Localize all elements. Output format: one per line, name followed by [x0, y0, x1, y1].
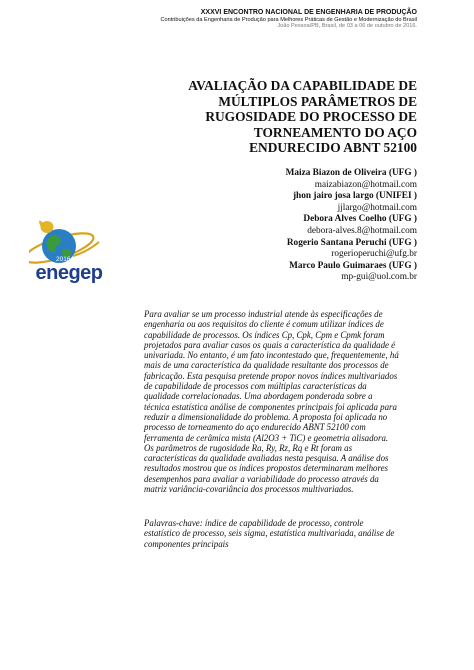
author-name: jhon jairo josa largo (UNIFEI ): [292, 191, 417, 202]
conference-name: XXXVI ENCONTRO NACIONAL DE ENGENHARIA DE PRODUÇÃO: [200, 9, 417, 16]
abstract-line: resultados mostrou que os índices propostos determinaram melhores: [144, 463, 388, 474]
enegep-logo: [29, 212, 109, 302]
author-email: jjlargo@hotmail.com: [337, 202, 417, 213]
author-email: maizabiazon@hotmail.com: [314, 179, 417, 190]
abstract-line: de capabilidade de processos com múltiplas características da: [144, 381, 367, 392]
author-name: Marco Paulo Guimaraes (UFG ): [289, 260, 417, 271]
abstract-line: desempenhos para avaliar a variabilidade do processo através da: [144, 473, 379, 484]
abstract-line: matriz variância-covariância dos processos multivariados.: [144, 484, 354, 495]
abstract-line: univariada. No entanto, é um fato incontestado que, frequentemente, há: [144, 350, 399, 361]
conference-location: João Pessoa/PB, Brasil, de 03 a 06 de outubro de 2016.: [277, 23, 417, 30]
author-email: mp-gui@uol.com.br: [341, 272, 417, 283]
paper-title: [147, 78, 417, 156]
abstract-line: qualidade correlacionadas. Uma abordagem ponderada sobre a: [144, 391, 373, 402]
conference-header: [160, 9, 417, 30]
title-line: RUGOSIDADE DO PROCESSO DE: [205, 109, 417, 124]
author-name: Maiza Biazon de Oliveira (UFG ): [285, 168, 417, 178]
author-list: [157, 168, 417, 284]
author-name: Rogerio Santana Peruchi (UFG ): [286, 237, 417, 248]
globe-icon: [29, 212, 109, 268]
conference-subtitle: Contribuições da Engenharia de Produção para Melhores Práticas de Gestão e Modernização do Brasil: [160, 17, 417, 24]
title-line: MÚLTIPLOS PARÂMETROS DE: [218, 93, 417, 109]
abstract-line: Para avaliar se um processo industrial atende às especificações de: [144, 309, 383, 319]
logo-wordmark: enegep: [35, 262, 103, 284]
author-email: debora-alves.8@hotmail.com: [307, 225, 417, 236]
abstract-line: mais de uma característica da qualidade resultante dos processos de: [144, 360, 389, 371]
abstract-line: engenharia ou aos requisitos do cliente é comum utilizar índices de: [144, 319, 384, 330]
keywords-line: Palavras-chave: índice de capabilidade de processo, controle: [144, 518, 364, 528]
abstract-line: processo de torneamento do aço endurecido ABNT 52100 com: [144, 422, 366, 433]
keywords-line: estatístico de processo, seis sigma, estatística multivariada, análise de: [144, 528, 395, 539]
title-line: AVALIAÇÃO DA CAPABILIDADE DE: [188, 78, 417, 93]
abstract-line: técnica estatística análise de componentes principais foi aplicada para: [144, 401, 397, 412]
keywords-line: componentes principais: [144, 538, 229, 549]
title-line: ENDURECIDO ABNT 52100: [249, 140, 417, 155]
abstract-line: reduzir a dimensionalidade do problema. A proposta foi aplicada no: [144, 411, 388, 422]
abstract-line: características da qualidade avaliadas nesta pesquisa. A análise dos: [144, 453, 389, 464]
abstract-line: capabilidade de processos. Os índices Cp, Cpk, Cpm e Cpmk foram: [144, 329, 385, 340]
author-email: rogerioperuchi@ufg.br: [331, 249, 417, 260]
abstract-line: projetados para avaliar casos os quais a característica da qualidade é: [144, 339, 396, 350]
author-name: Debora Alves Coelho (UFG ): [303, 214, 417, 225]
abstract-line: Os parâmetros de rugosidade Ra, Ry, Rz, Rq e Rt foram as: [144, 442, 353, 453]
abstract-line: ferramenta de cerâmica mista (Al2O3 + TiC) e geometria alisadora.: [144, 432, 389, 443]
abstract-line: fabricação. Esta pesquisa pretende propor novos índices multivariados: [144, 370, 398, 381]
logo-year: 2016: [56, 256, 71, 263]
title-line: TORNEAMENTO DO AÇO: [253, 124, 417, 140]
abstract: [144, 309, 420, 494]
keywords: [144, 518, 420, 549]
